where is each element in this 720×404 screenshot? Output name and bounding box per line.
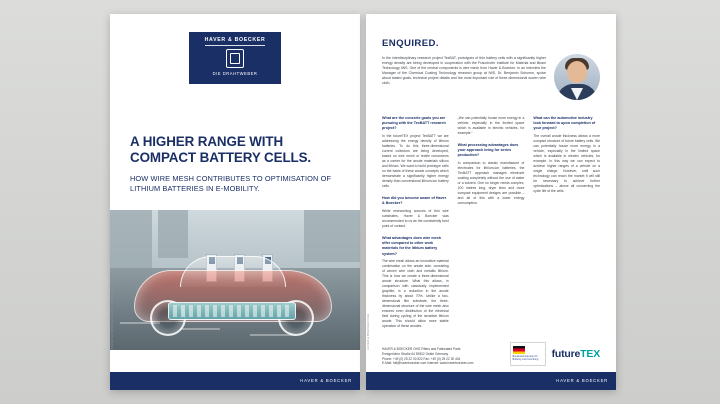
answer-5: The overall anode thickness allows a more compact structure of future battery cells. We can potentially house more energy in a vehicle, especially in the limited space which is available in electric vehicles, for example. In this way we can expect to achieve higher ranges of a vehicle on a single charge. However, until such technology can reach the market it will still be necessary to achieve further optimisations – above all concerning the cycle life of the cells.: [533, 134, 601, 194]
question-4: What processing advantages does your approach bring for series production?: [457, 143, 519, 158]
cover-headline-block: [130, 134, 342, 195]
company-address: [382, 347, 473, 366]
right-page-side-caption: HAVER & BOECKER OHG: [366, 313, 370, 350]
footer-badges: [510, 342, 600, 366]
interview-intro: [382, 56, 600, 108]
futuretex-word-tex: TEX: [580, 348, 600, 360]
address-line-1: HAVER & BOECKER OHG Filters and Fabricated Parts: [382, 347, 461, 352]
left-page-footer-brand: HAVER & BOECKER: [300, 378, 352, 383]
interview-column-1: [382, 116, 449, 336]
document-page-right[interactable]: [366, 14, 616, 390]
left-page-footer-bar: [110, 372, 360, 390]
right-page-footer-bar: [366, 372, 616, 390]
answer-3: The wire mesh allows an innovative material combination on the anode side, consisting of woven wire cloth and metallic lithium. This is how we create a three-dimensional anode structure. What this allows, in comparison with classically implemented graphite, is a reduction in the anode thickness by about 70%. Unlike a two-dimensional film substrate, the three-dimensional structure of the wire mesh also ensures even distribution of the electrical field during cycling of the sensitive lithium anode. This should allow more stable operation of these anodes.: [382, 259, 449, 329]
cover-subheadline: HOW WIRE MESH CONTRIBUTES TO OPTIMISATION OF LITHIUM BATTERIES IN E-MOBILITY.: [130, 174, 332, 194]
bmbf-label: Bundesministerium für Bildung und Forschung: [512, 356, 539, 361]
answer-4: In comparison to classic manufacture of electrodes for lithium-ion batteries, the TexBATT approach manages electrode coating completely without the use of water or a solvent. One no longer needs complex, 100 metres long, dryer lines and more compact equipment designs are possible – and all of this with a lower energy consumption.: [457, 161, 525, 206]
logo-emblem-icon: [226, 49, 244, 68]
cover-headline: A HIGHER RANGE WITH COMPACT BATTERY CELLS.: [130, 134, 312, 165]
car-roof-outline: [180, 256, 286, 287]
logo-tagline: DIE DRAHTWEBER: [212, 71, 258, 76]
address-line-2: Ennigerloher Straße 64 59302 Oelde Germany: [382, 351, 449, 356]
interviewee-portrait: [554, 54, 600, 100]
interview-columns: [382, 116, 600, 336]
interview-column-2: [458, 116, 525, 336]
futuretex-logo: [552, 348, 600, 360]
document-page-left[interactable]: [110, 14, 360, 390]
answer-1: In the futureTEX project TexBATT we are addressing the energy density of lithium batteries. To do this three-dimensional current collectors are being developed, based on wire mesh or textile nonwovens as a carrier for the anode materials silicon and lithium. We want to build prototype cells on the basis of these anode concepts which demonstrate a significantly higher energy density than conventional lithium-ion battery cells.: [382, 134, 449, 189]
portrait-face: [567, 61, 587, 83]
interview-column-3: [533, 116, 600, 336]
car-battery-pack: [168, 302, 296, 320]
hero-building-mid: [158, 210, 188, 258]
right-page-footer: [382, 342, 600, 366]
logo-divider: [205, 45, 265, 46]
address-line-3: Phone: +49 (0) 25 22 30 522 Fax: +49 (0) 25 22 30 404: [382, 356, 461, 361]
question-2: How did you become aware of Haver & Boecker?: [382, 196, 447, 206]
german-flag-icon: [513, 346, 525, 354]
haver-boecker-logo: [189, 32, 281, 84]
bmbf-logo: [510, 342, 546, 366]
answer-2: While researching sources of thin wire substrates, Haver & Boecker was recommended to us as the consistently best point of contact.: [382, 209, 449, 229]
right-page-title: ENQUIRED.: [382, 38, 439, 49]
right-page-footer-brand: HAVER & BOECKER: [556, 378, 608, 383]
futuretex-word-future: future: [551, 348, 581, 360]
pull-quote: „We can potentially house more energy in a vehicle, especially in the limited space which is available in electric vehicles, for example.“: [457, 116, 525, 135]
cover-hero-image: [110, 210, 360, 350]
right-page-content: [366, 14, 616, 390]
logo-company-name: HAVER & BOECKER: [204, 37, 266, 43]
intro-paragraph: In the interdisciplinary research project TexBAT, prototypes of thin battery cells with a significantly higher energy density are being developed in cooperation with the Fraunhofer Institute for Material and Beam Technology IWS. One of the central components is wire mesh from Haver & Boecker. In an interview the Manager of the Chemical Coating Technology research group at IWS, Dr. Benjamin Schumm, spoke about stated goals, technical project details and the most important role of three-dimensional woven wire cloth.: [382, 56, 546, 86]
question-5: What can the automotive industry look forward to upon completion of your project?: [533, 116, 596, 131]
left-page-side-caption: HAVER & BOECKER OHG · WIRE WEAVING: [110, 276, 114, 350]
address-line-4: E-Mail: fufi@haverboecker.com Internet: www.haverboecker.com: [382, 361, 474, 366]
hero-electric-car-xray: [128, 254, 338, 340]
question-3: What advantages does wire mesh offer compared to other work materials for the lithium battery system?: [382, 236, 442, 256]
question-1: What are the concrete goals you are pursuing with the TexBATT research project?: [382, 116, 446, 131]
